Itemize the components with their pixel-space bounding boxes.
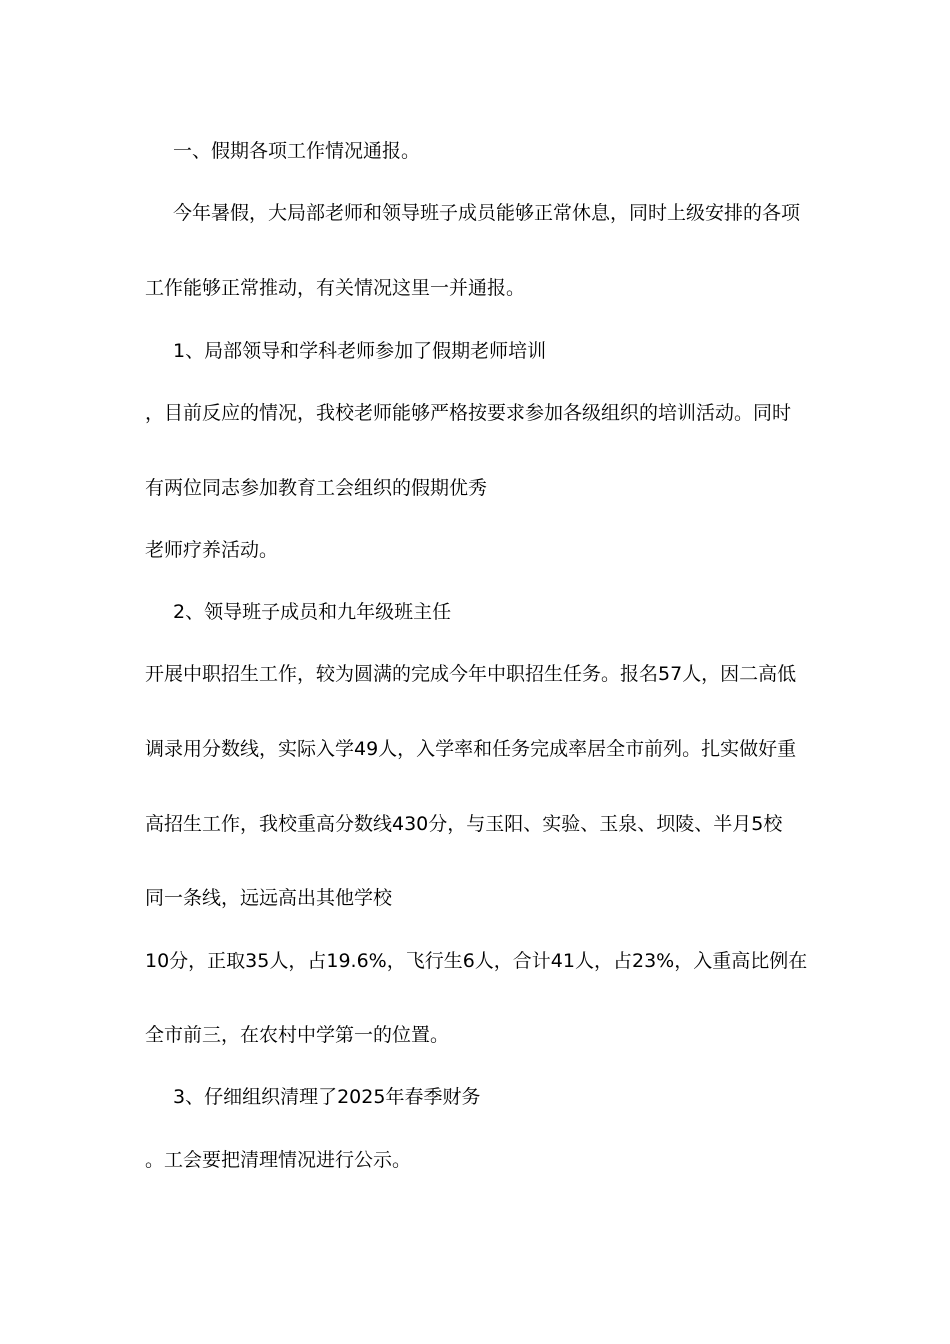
paragraph-line: 高招生工作，我校重高分数线430分，与玉阳、实验、玉泉、坝陵、半月5校 xyxy=(145,813,783,835)
paragraph-line: 工作能够正常推动，有关情况这里一并通报。 xyxy=(145,277,526,299)
paragraph-line: 。工会要把清理情况进行公示。 xyxy=(145,1149,412,1171)
list-item-3: 3、仔细组织清理了2025年春季财务 xyxy=(173,1086,481,1108)
section-heading: 一、假期各项工作情况通报。 xyxy=(173,140,421,162)
paragraph-line: ，目前反应的情况，我校老师能够严格按要求参加各级组织的培训活动。同时 xyxy=(145,402,792,424)
list-item-1: 1、局部领导和学科老师参加了假期老师培训 xyxy=(173,340,547,362)
paragraph-line: 同一条线，远远高出其他学校 xyxy=(145,887,393,909)
paragraph-line: 全市前三，在农村中学第一的位置。 xyxy=(145,1024,450,1046)
paragraph-line: 今年暑假，大局部老师和领导班子成员能够正常休息，同时上级安排的各项 xyxy=(173,202,801,224)
paragraph-line: 老师疗养活动。 xyxy=(145,539,279,561)
paragraph-line: 开展中职招生工作，较为圆满的完成今年中职招生任务。报名57人，因二高低 xyxy=(145,663,797,685)
paragraph-line: 调录用分数线，实际入学49人，入学率和任务完成率居全市前列。扎实做好重 xyxy=(145,738,797,760)
paragraph-line: 有两位同志参加教育工会组织的假期优秀 xyxy=(145,477,488,499)
list-item-2: 2、领导班子成员和九年级班主任 xyxy=(173,601,452,623)
paragraph-line: 10分，正取35人，占19.6%，飞行生6人，合计41人，占23%，入重高比例在 xyxy=(145,950,808,972)
